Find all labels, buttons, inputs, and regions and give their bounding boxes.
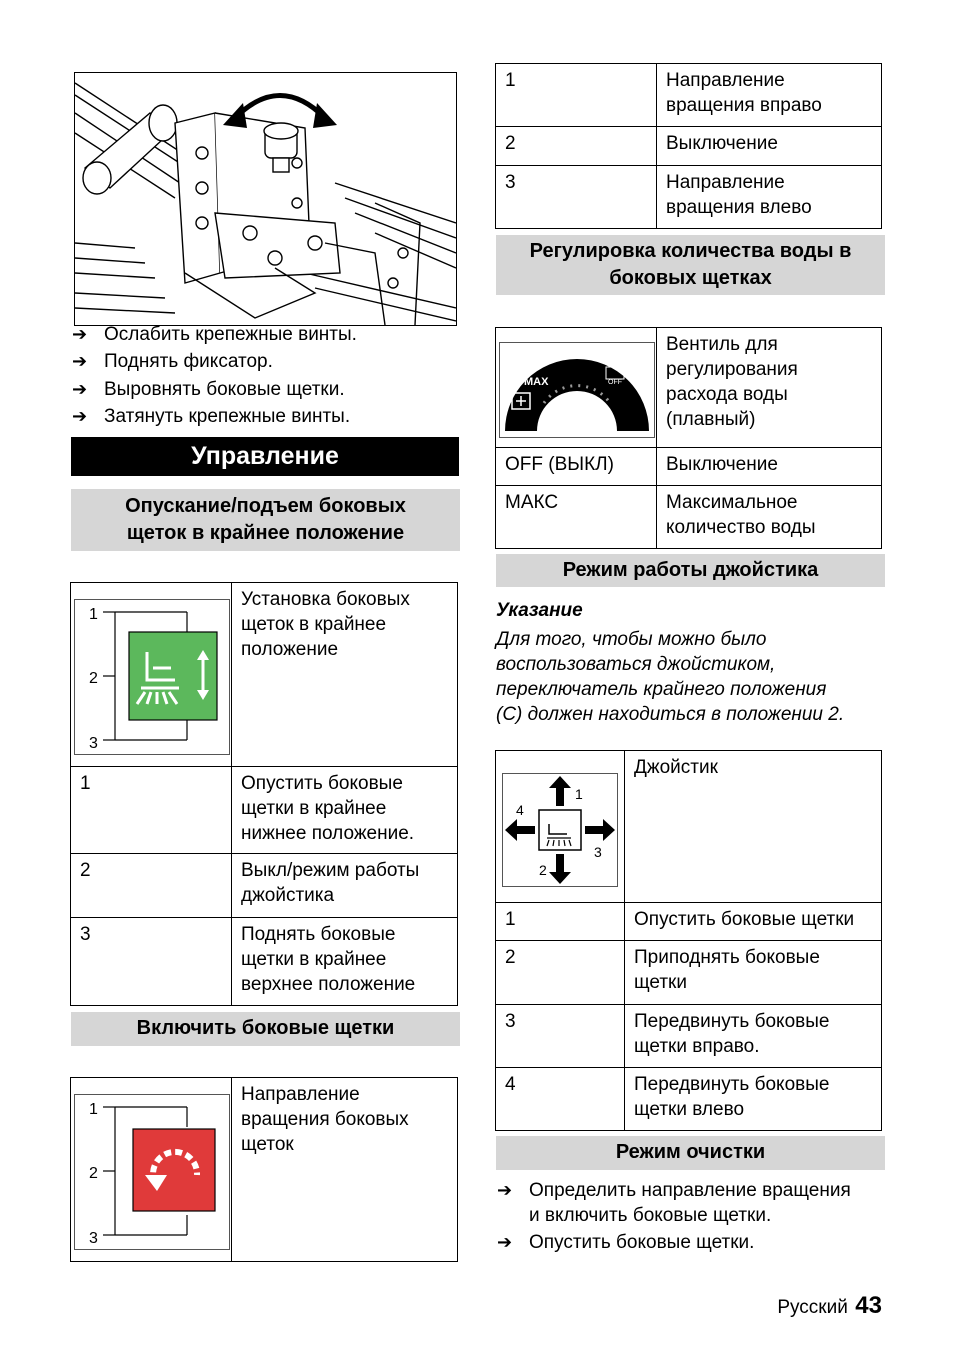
joystick-diagram [503, 774, 617, 886]
note-text: Для того, чтобы можно было воспользоваться джойстиком, переключатель крайнего положения (C) должен находиться в положении 2. [496, 629, 845, 725]
table-row: 3 Направление вращения влево [496, 166, 882, 229]
joystick-figure [502, 773, 618, 887]
table-row: 4 Передвинуть боковые щетки влево [496, 1068, 882, 1131]
table-row: 2 Выключение [496, 127, 882, 166]
table-row: 1 Опустить боковые щетки [496, 903, 882, 941]
subsection-title: Режим очистки [496, 1136, 885, 1170]
table-row: 1 Направление вращения вправо [496, 64, 882, 127]
arrow-right-icon: ➔ [72, 379, 88, 399]
subsection-title: Режим работы джойстика [496, 554, 885, 587]
dial-max-label: MAX [524, 376, 549, 388]
table-row: 3 Поднять боковые щетки в крайнее верхнее положение [71, 918, 458, 1006]
arrow-right-icon: ➔ [72, 406, 88, 426]
rotation-direction-table [495, 63, 882, 229]
label-position-1: 1 [89, 606, 98, 623]
table-row: 2 Выкл/режим работы джойстика [71, 854, 458, 918]
mechanism-drawing [75, 73, 456, 325]
arrow-right-icon: ➔ [72, 351, 88, 371]
page-number: 43 [855, 1292, 882, 1319]
arrow-right-icon: ➔ [72, 324, 88, 344]
joystick-label-1: 1 [575, 786, 583, 802]
mechanism-illustration [74, 72, 457, 326]
table-row: 3 Передвинуть боковые щетки вправо. [496, 1005, 882, 1068]
switch-figure [74, 599, 230, 755]
table-row: 1 Опустить боковые щетки в крайнее нижнее положение. [71, 767, 458, 854]
table-row: МАКС Максимальное количество воды [496, 486, 882, 549]
water-valve-figure [499, 342, 655, 438]
label-position-2: 2 [89, 1165, 98, 1182]
joystick-label-2: 2 [539, 862, 547, 878]
arrow-right-icon: ➔ [497, 1232, 513, 1252]
arrow-right-icon: ➔ [497, 1180, 513, 1200]
label-position-2: 2 [89, 670, 98, 687]
three-position-switch-diagram [75, 600, 229, 754]
table-row: 2 Приподнять боковые щетки [496, 941, 882, 1005]
page-footer [700, 1292, 882, 1320]
label-position-3: 3 [89, 735, 98, 752]
note-title: Указание [496, 600, 583, 621]
extreme-position-table: 1 2 3 Установка боковых щеток в крайнее положение 1 Опустить боковые щетки в крайнее нижнее положение. 2 Выкл/режим работы джойстика 3 Поднять боковые щетки в крайнее верхнее положение [70, 582, 458, 1006]
water-regulation-table: MAX OFF Вентиль для регулирования расхода воды (плавный) OFF (ВЫКЛ) Выключение МАКС Максимальное количество воды [495, 327, 882, 549]
dial-off-label: OFF [608, 379, 622, 386]
rotation-switch-diagram [75, 1095, 229, 1249]
joystick-table: 1 2 3 4 Джойстик 1 Опустить боковые щетки 2 Приподнять боковые щетки 3 Передвинуть боковые щетки вправо. 4 Передвинуть боковые щетки влево [495, 750, 882, 1131]
subsection-title: Опускание/подъем боковых щеток в крайнее положение [71, 489, 460, 551]
table-row: OFF (ВЫКЛ) Выключение [496, 448, 882, 486]
label-position-3: 3 [89, 1230, 98, 1247]
section-title: Управление [71, 437, 459, 476]
joystick-label-4: 4 [516, 802, 524, 818]
joystick-label-3: 3 [594, 844, 602, 860]
subsection-title: Регулировка количества воды в боковых щетках [496, 235, 885, 295]
brush-rotation-table: 1 2 3 Направление вращения боковых щеток [70, 1077, 458, 1262]
rotation-switch-figure [74, 1094, 230, 1250]
footer-language: Русский [777, 1297, 848, 1318]
label-position-1: 1 [89, 1101, 98, 1118]
subsection-title: Включить боковые щетки [71, 1012, 460, 1046]
